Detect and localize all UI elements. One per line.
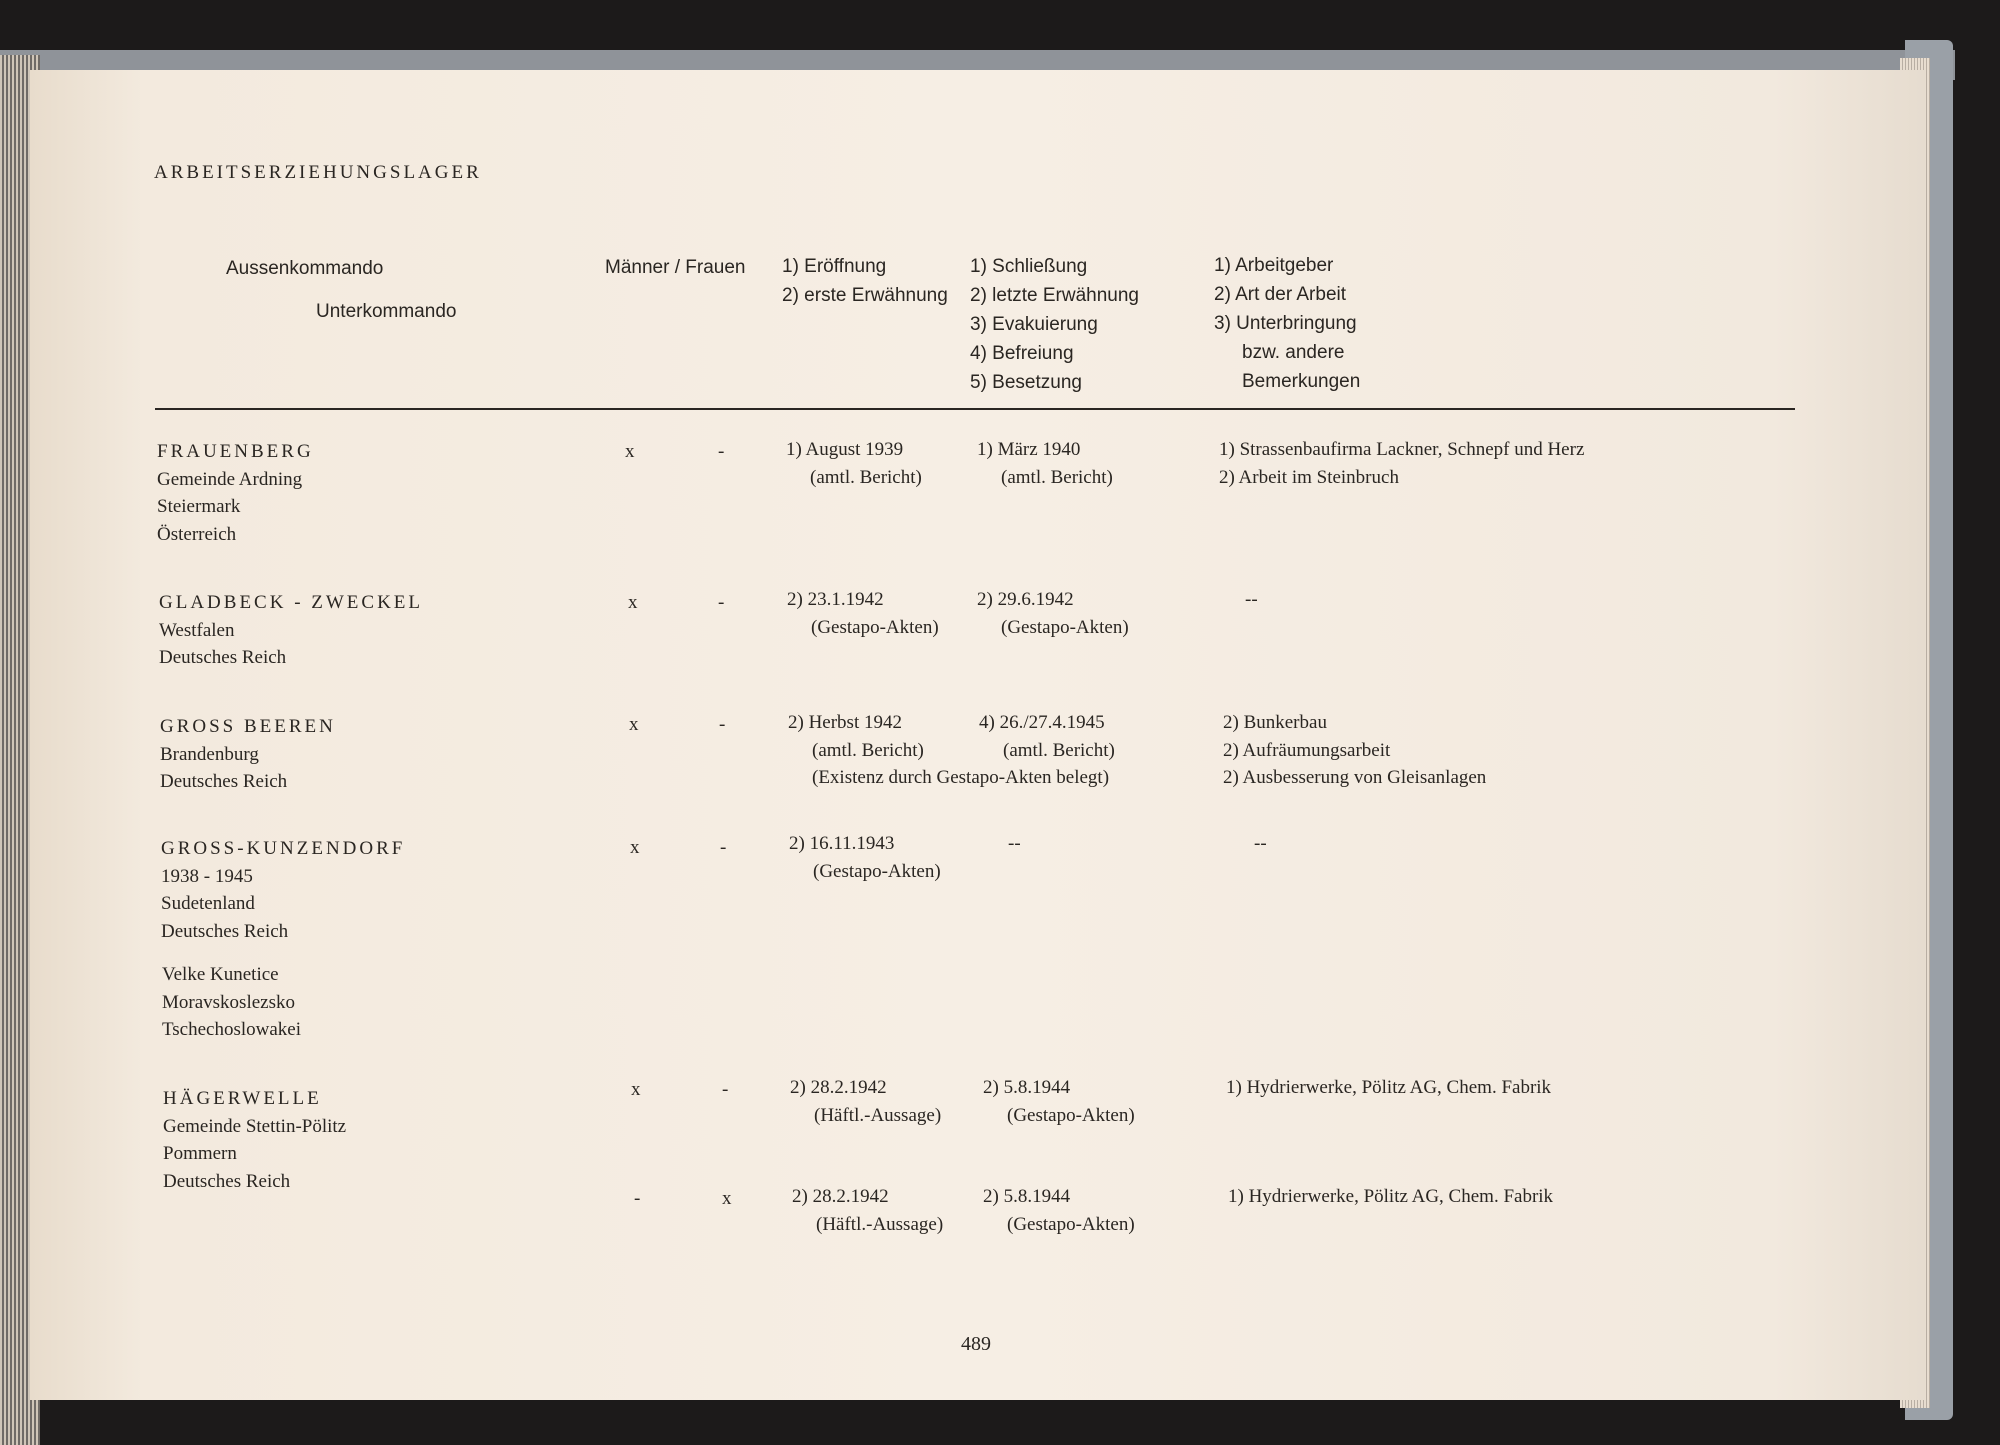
- arbeitgeber-cell: [1226, 1074, 1551, 1102]
- eroeffnung-cell: [790, 1074, 941, 1129]
- eroeffnung-line: (Existenz durch Gestapo-Akten belegt): [812, 767, 1110, 788]
- schliessung-line: (amtl. Bericht): [1001, 466, 1113, 488]
- header-aussenkommando: Aussenkommando: [226, 258, 384, 279]
- eroeffnung-line: (amtl. Bericht): [810, 466, 922, 488]
- page-number: 489: [961, 1333, 991, 1355]
- frauen-mark: -: [719, 714, 726, 735]
- place-line: Österreich: [157, 523, 237, 545]
- eroeffnung-line: 2) 23.1.1942: [787, 589, 884, 610]
- maenner-mark: x: [629, 714, 639, 735]
- header-schliessung-line: 5) Besetzung: [970, 372, 1082, 393]
- place-name: HÄGERWELLE: [163, 1088, 322, 1109]
- schliessung-line: (amtl. Bericht): [1003, 739, 1115, 761]
- eroeffnung-line: 2) Herbst 1942: [788, 712, 902, 733]
- place-line: Moravskoslezsko: [162, 991, 295, 1013]
- place-line: Deutsches Reich: [161, 920, 289, 942]
- eroeffnung-line: (Gestapo-Akten): [813, 860, 941, 882]
- place-line: Deutsches Reich: [160, 771, 288, 792]
- schliessung-cell: [1008, 830, 1021, 858]
- arbeitgeber-line: 2) Ausbesserung von Gleisanlagen: [1223, 767, 1487, 788]
- frauen-mark: -: [720, 837, 727, 858]
- header-arbeitgeber-line: 2) Art der Arbeit: [1214, 284, 1347, 305]
- place-cell: [163, 1085, 346, 1195]
- place-line: Sudetenland: [161, 893, 255, 914]
- maenner-mark: -: [634, 1188, 641, 1209]
- header-schliessung-line: 3) Evakuierung: [970, 314, 1098, 335]
- frauen-mark: -: [722, 1079, 729, 1100]
- place-line: 1938 - 1945: [161, 865, 253, 887]
- eroeffnung-cell: [789, 830, 941, 885]
- eroeffnung-line: 2) 28.2.1942: [792, 1186, 889, 1207]
- maenner-mark: x: [625, 441, 635, 462]
- place-line: Gemeinde Ardning: [157, 468, 303, 490]
- eroeffnung-line: (Gestapo-Akten): [811, 616, 939, 638]
- arbeitgeber-line: 1) Strassenbaufirma Lackner, Schnepf und Herz: [1219, 439, 1585, 460]
- schliessung-line: 2) 29.6.1942: [977, 589, 1074, 610]
- eroeffnung-line: (Häftl.-Aussage): [816, 1213, 944, 1235]
- header-maenner-frauen: Männer / Frauen: [605, 257, 746, 278]
- place-line: Tschechoslowakei: [162, 1019, 302, 1040]
- arbeitgeber-cell: [1228, 1183, 1553, 1211]
- maenner-mark: x: [630, 837, 640, 858]
- place-cell: [161, 835, 405, 945]
- maenner-mark: x: [631, 1079, 641, 1100]
- place-cell: [157, 438, 314, 548]
- place-cell: [159, 589, 423, 672]
- schliessung-cell: [979, 709, 1115, 764]
- section-title: ARBEITSERZIEHUNGSLAGER: [154, 162, 482, 183]
- header-arbeitgeber-line: bzw. andere: [1242, 342, 1345, 363]
- place-line: Velke Kunetice: [162, 964, 279, 985]
- arbeitgeber-cell: [1219, 436, 1584, 491]
- header-arbeitgeber-line: 3) Unterbringung: [1214, 313, 1357, 334]
- header-unterkommando: Unterkommando: [316, 301, 457, 322]
- schliessung-line: (Gestapo-Akten): [1001, 616, 1129, 638]
- eroeffnung-line: 2) 16.11.1943: [789, 833, 895, 854]
- maenner-mark: x: [628, 592, 638, 613]
- place-line: Deutsches Reich: [159, 647, 287, 668]
- place-name: FRAUENBERG: [157, 441, 314, 462]
- schliessung-line: 1) März 1940: [977, 439, 1081, 460]
- schliessung-line: 2) 5.8.1944: [983, 1186, 1071, 1207]
- schliessung-line: 4) 26./27.4.1945: [979, 712, 1105, 733]
- arbeitgeber-cell: [1223, 709, 1486, 792]
- arbeitgeber-line: 2) Arbeit im Steinbruch: [1219, 466, 1399, 488]
- arbeitgeber-line: 2) Aufräumungsarbeit: [1223, 739, 1391, 761]
- place-line: Deutsches Reich: [163, 1170, 291, 1192]
- eroeffnung-line: (amtl. Bericht): [812, 739, 924, 761]
- arbeitgeber-cell: [1245, 586, 1258, 614]
- header-arbeitgeber-line: Bemerkungen: [1242, 371, 1361, 392]
- schliessung-line: --: [1008, 833, 1021, 854]
- schliessung-cell: [983, 1074, 1135, 1129]
- schliessung-cell: [983, 1183, 1135, 1238]
- eroeffnung-line: (Häftl.-Aussage): [814, 1104, 942, 1126]
- place-name: GLADBECK - ZWECKEL: [159, 592, 424, 613]
- header-arbeitgeber-line: 1) Arbeitgeber: [1214, 255, 1334, 276]
- place-line: Westfalen: [159, 619, 235, 641]
- arbeitgeber-line: --: [1254, 833, 1267, 854]
- header-schliessung-line: 2) letzte Erwähnung: [970, 285, 1139, 306]
- place-name: GROSS BEEREN: [160, 716, 336, 737]
- schliessung-line: (Gestapo-Akten): [1007, 1104, 1135, 1126]
- place-line: Pommern: [163, 1143, 237, 1164]
- place-line: Brandenburg: [160, 743, 259, 765]
- arbeitgeber-line: 2) Bunkerbau: [1223, 712, 1327, 733]
- place-name: GROSS-KUNZENDORF: [161, 838, 406, 859]
- frauen-mark: -: [718, 592, 725, 613]
- schliessung-cell: [977, 436, 1113, 491]
- arbeitgeber-line: 1) Hydrierwerke, Pölitz AG, Chem. Fabrik: [1226, 1077, 1552, 1098]
- header-schliessung-line: 1) Schließung: [970, 256, 1088, 277]
- eroeffnung-cell: [787, 586, 939, 641]
- header-schliessung-line: 4) Befreiung: [970, 343, 1074, 364]
- arbeitgeber-line: 1) Hydrierwerke, Pölitz AG, Chem. Fabrik: [1228, 1186, 1554, 1207]
- arbeitgeber-line: --: [1245, 589, 1258, 610]
- place-extra-cell: [162, 961, 301, 1044]
- schliessung-cell: [977, 586, 1129, 641]
- eroeffnung-line: 2) 28.2.1942: [790, 1077, 887, 1098]
- header-eroeffnung-line: 2) erste Erwähnung: [782, 285, 948, 306]
- header-rule: [155, 408, 1795, 410]
- eroeffnung-cell: [786, 436, 922, 491]
- frauen-mark: x: [722, 1188, 732, 1209]
- eroeffnung-cell: [792, 1183, 943, 1238]
- header-eroeffnung-line: 1) Eröffnung: [782, 256, 887, 277]
- header-schliessung: [970, 252, 1139, 397]
- eroeffnung-line: 1) August 1939: [786, 439, 904, 460]
- arbeitgeber-cell: [1254, 830, 1267, 858]
- schliessung-line: (Gestapo-Akten): [1007, 1213, 1135, 1235]
- place-line: Gemeinde Stettin-Pölitz: [163, 1115, 347, 1137]
- frauen-mark: -: [718, 441, 725, 462]
- place-cell: [160, 713, 336, 796]
- schliessung-line: 2) 5.8.1944: [983, 1077, 1071, 1098]
- header-eroeffnung: [782, 252, 948, 310]
- place-line: Steiermark: [157, 496, 241, 517]
- header-arbeitgeber: [1214, 251, 1360, 396]
